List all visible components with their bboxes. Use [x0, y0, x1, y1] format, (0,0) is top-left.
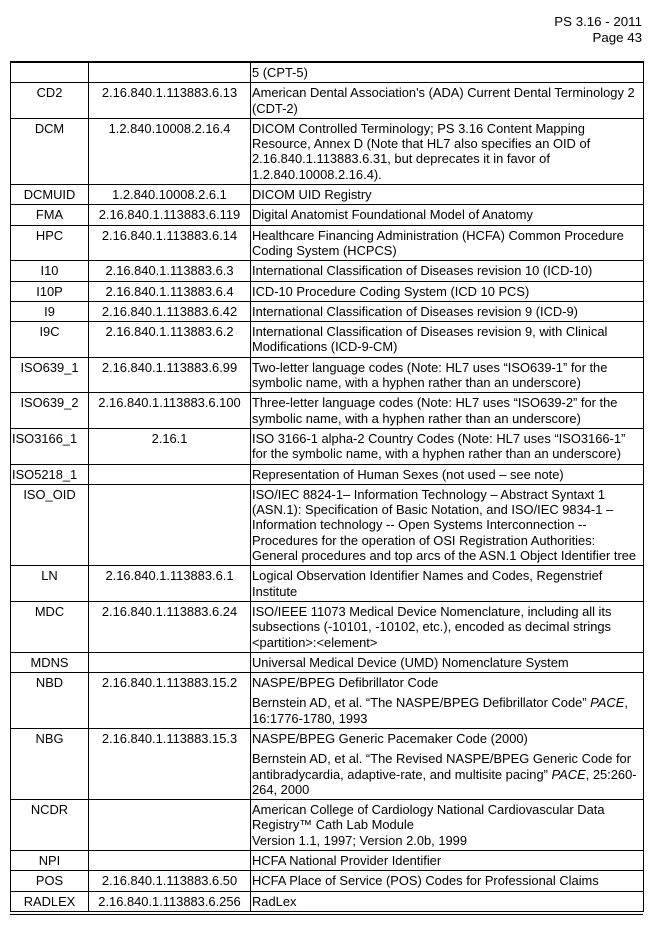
description-text: 5 (CPT-5)	[252, 65, 308, 80]
oid-cell: 2.16.840.1.113883.6.4	[89, 281, 251, 301]
description-text: International Classification of Diseases revision 9, with Clinical Modifications (ICD-9-CM)	[252, 324, 608, 355]
description-cell	[251, 225, 644, 261]
description-cell	[251, 728, 644, 799]
description-text: Representation of Human Sexes (not used – see note)	[252, 466, 564, 482]
symbol-cell: DCM	[11, 118, 89, 184]
symbol-cell: LN	[11, 566, 89, 602]
symbol-cell: CD2	[11, 83, 89, 119]
table-row	[11, 566, 644, 602]
description-cell	[251, 261, 644, 281]
oid-cell	[89, 62, 251, 83]
symbol-cell: ISO3166_1	[11, 428, 89, 464]
symbol-cell: I10P	[11, 281, 89, 301]
symbol-cell: NBG	[11, 728, 89, 799]
description-cell	[251, 185, 644, 205]
description-text: HCFA National Provider Identifier	[252, 853, 442, 869]
table-row	[11, 464, 644, 484]
oid-cell: 2.16.840.1.113883.6.50	[89, 871, 251, 891]
symbol-cell: MDC	[11, 601, 89, 652]
description-cell	[251, 871, 644, 891]
oid-cell: 2.16.840.1.113883.6.100	[89, 393, 251, 429]
standard-label: PS 3.16 - 2011	[554, 14, 642, 29]
symbol-cell: ISO5218_1	[11, 464, 89, 484]
description-text: International Classification of Diseases revision 9 (ICD-9)	[252, 303, 578, 319]
table-body	[11, 62, 644, 911]
table-row	[11, 800, 644, 851]
description-text: American Dental Association's (ADA) Current Dental Terminology 2 (CDT-2)	[252, 85, 635, 116]
description-text: ISO 3166-1 alpha-2 Country Codes (Note: HL7 uses “ISO3166-1” for the symbolic name, with a hyphen rather than an underscore)	[252, 430, 626, 462]
description-text: DICOM Controlled Terminology; PS 3.16 Content Mapping Resource, Annex D (Note that HL7 also specifies an OID of 2.16.840.1.113883.6.31, but deprecates it in favor of 1.2.840.10008.2.16.4).	[252, 120, 591, 182]
table-row	[11, 118, 644, 184]
citation-journal: PACE	[551, 766, 586, 782]
description-cell	[251, 464, 644, 484]
table-bottom-rule	[10, 914, 643, 915]
table-row	[11, 301, 644, 321]
description-cell	[251, 281, 644, 301]
oid-cell: 2.16.840.1.113883.6.3	[89, 261, 251, 281]
citation-text	[252, 751, 642, 797]
description-text: Two-letter language codes (Note: HL7 uses “ISO639-1” for the symbolic name, with a hyphen rather than an underscore)	[252, 359, 608, 391]
description-cell	[251, 601, 644, 652]
oid-cell: 2.16.840.1.113883.6.13	[89, 83, 251, 119]
table-row	[11, 357, 644, 393]
symbol-cell: NPI	[11, 851, 89, 871]
description-cell	[251, 205, 644, 225]
description-text: RadLex	[252, 893, 297, 909]
page-header	[554, 14, 642, 45]
table-row	[11, 728, 644, 799]
symbol-cell: HPC	[11, 225, 89, 261]
description-text: International Classification of Diseases revision 10 (ICD-10)	[252, 263, 593, 279]
coding-scheme-table	[10, 61, 644, 912]
description-text: Digital Anatomist Foundational Model of Anatomy	[252, 207, 533, 223]
description-cell	[251, 851, 644, 871]
oid-cell: 2.16.840.1.113883.6.2	[89, 322, 251, 358]
oid-cell: 1.2.840.10008.2.16.4	[89, 118, 251, 184]
table-row	[11, 322, 644, 358]
symbol-cell: DCMUID	[11, 185, 89, 205]
table-row	[11, 484, 644, 565]
table-row	[11, 83, 644, 119]
oid-cell: 2.16.840.1.113883.15.2	[89, 673, 251, 729]
description-cell	[251, 393, 644, 429]
description-cell	[251, 322, 644, 358]
symbol-cell: I10	[11, 261, 89, 281]
description-cell	[251, 357, 644, 393]
table-row	[11, 261, 644, 281]
table-row	[11, 62, 644, 83]
table-row	[11, 652, 644, 672]
symbol-cell: ISO639_1	[11, 357, 89, 393]
citation-volume: , 25:260-264, 2000	[252, 766, 637, 797]
citation-text	[252, 695, 642, 726]
oid-cell: 2.16.840.1.113883.15.3	[89, 728, 251, 799]
oid-cell: 2.16.840.1.113883.6.24	[89, 601, 251, 652]
table-row	[11, 891, 644, 911]
description-cell	[251, 673, 644, 729]
description-text: Three-letter language codes (Note: HL7 uses “ISO639-2” for the symbolic name, with a hyphen rather than an underscore)	[252, 395, 618, 426]
description-text: ICD-10 Procedure Coding System (ICD 10 PCS)	[252, 283, 530, 299]
symbol-cell: FMA	[11, 205, 89, 225]
description-text: NASPE/BPEG Generic Pacemaker Code (2000)	[252, 730, 528, 746]
table-row	[11, 185, 644, 205]
description-text	[252, 802, 642, 848]
symbol-cell: NCDR	[11, 800, 89, 851]
symbol-cell: NBD	[11, 673, 89, 729]
description-cell	[251, 83, 644, 119]
oid-cell	[89, 851, 251, 871]
table-row	[11, 871, 644, 891]
description-cell	[251, 118, 644, 184]
table-row	[11, 673, 644, 729]
oid-cell: 2.16.1	[89, 428, 251, 464]
oid-cell	[89, 464, 251, 484]
description-cell	[251, 62, 644, 83]
table-row	[11, 281, 644, 301]
oid-cell: 2.16.840.1.113883.6.14	[89, 225, 251, 261]
citation-authors: Bernstein AD, et al. “The Revised NASPE/BPEG Generic Code for antibradycardia, adaptive-rate, and multisite pacing”	[252, 751, 632, 782]
symbol-cell: I9	[11, 301, 89, 321]
oid-cell: 2.16.840.1.113883.6.256	[89, 891, 251, 911]
description-cell	[251, 800, 644, 851]
description-text: ISO/IEC 8824-1– Information Technology – Abstract Syntaxt 1 (ASN.1): Specification of Basic Notation, and ISO/IEC 9834-1 – Information technology -- Open Systems Interconnection -- Procedures for the operation of OSI Registration Authorities: General procedures and top arcs of the ASN.1 Object Identifier tree	[252, 486, 637, 564]
oid-cell: 2.16.840.1.113883.6.119	[89, 205, 251, 225]
oid-cell: 2.16.840.1.113883.6.1	[89, 566, 251, 602]
description-text: DICOM UID Registry	[252, 187, 372, 203]
table-row	[11, 393, 644, 429]
symbol-cell: ISO639_2	[11, 393, 89, 429]
table-row	[11, 851, 644, 871]
description-cell	[251, 652, 644, 672]
symbol-cell: ISO_OID	[11, 484, 89, 565]
table-row	[11, 428, 644, 464]
description-cell	[251, 484, 644, 565]
table-row	[11, 205, 644, 225]
oid-cell: 1.2.840.10008.2.6.1	[89, 185, 251, 205]
description-text: Logical Observation Identifier Names and Codes, Regenstrief Institute	[252, 568, 603, 599]
oid-cell	[89, 484, 251, 565]
description-cell	[251, 566, 644, 602]
citation-journal: PACE	[590, 695, 625, 711]
citation-authors: Bernstein AD, et al. “The NASPE/BPEG Defibrillator Code”	[252, 695, 591, 711]
description-cell	[251, 428, 644, 464]
oid-cell	[89, 800, 251, 851]
description-text: Universal Medical Device (UMD) Nomenclature System	[252, 654, 569, 670]
symbol-cell: MDNS	[11, 652, 89, 672]
description-text: ISO/IEEE 11073 Medical Device Nomenclature, including all its subsections (-10101, -10102, etc.), encoded as decimal strings <partition>:<element>	[252, 603, 612, 650]
description-text: NASPE/BPEG Defibrillator Code	[252, 675, 439, 691]
symbol-cell: POS	[11, 871, 89, 891]
citation-volume: , 16:1776-1780, 1993	[252, 695, 628, 726]
description-cell	[251, 891, 644, 911]
description-line: Version 1.1, 1997; Version 2.0b, 1999	[252, 832, 468, 848]
table-row	[11, 601, 644, 652]
oid-cell	[89, 652, 251, 672]
page-number: Page 43	[592, 29, 642, 45]
oid-cell: 2.16.840.1.113883.6.99	[89, 357, 251, 393]
description-text: HCFA Place of Service (POS) Codes for Professional Claims	[252, 873, 599, 889]
table-row	[11, 225, 644, 261]
oid-cell: 2.16.840.1.113883.6.42	[89, 301, 251, 321]
symbol-cell: I9C	[11, 322, 89, 358]
description-line: American College of Cardiology National Cardiovascular Data Registry™ Cath Lab Module	[252, 802, 605, 833]
symbol-cell: RADLEX	[11, 891, 89, 911]
symbol-cell	[11, 62, 89, 83]
description-cell	[251, 301, 644, 321]
description-text: Healthcare Financing Administration (HCFA) Common Procedure Coding System (HCPCS)	[252, 227, 624, 258]
